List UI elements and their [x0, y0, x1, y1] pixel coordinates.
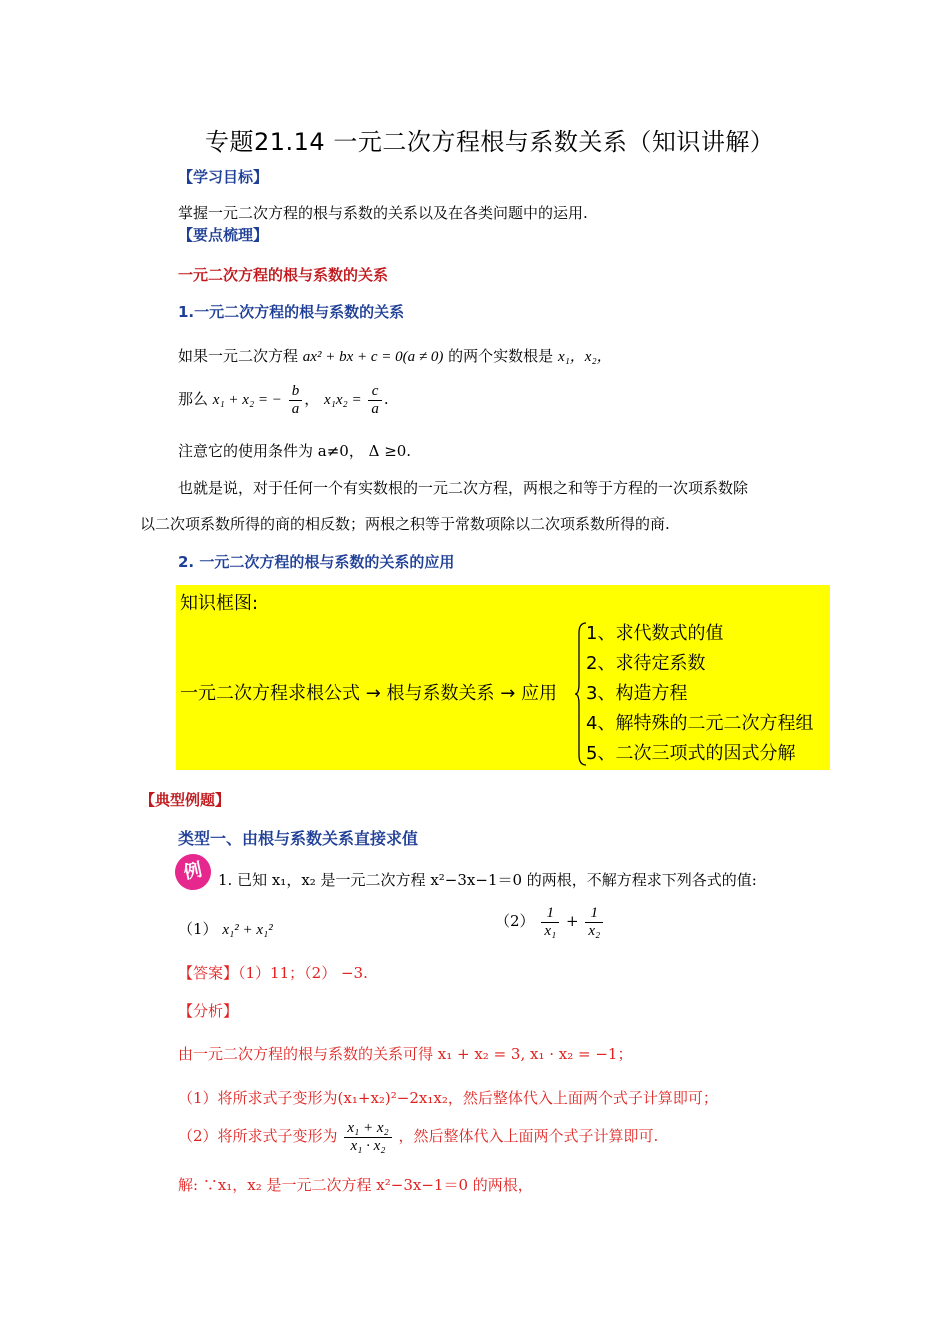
fraction-2-numerator: 1	[585, 905, 603, 923]
subsection-2-label: 2. 一元二次方程的根与系数的关系的应用	[178, 553, 455, 571]
product-fraction	[368, 383, 382, 417]
example-1-question: 1. 已知 x₁，x₂ 是一元二次方程 x²−3x−1＝0 的两根，不解方程求下列各式的值:	[218, 871, 757, 889]
analysis-line-3-prefix: （2）将所求式子变形为	[178, 1127, 338, 1145]
example-badge-icon: 例	[172, 851, 215, 894]
analysis-line-1: 由一元二次方程的根与系数的关系可得 x₁ + x₂ = 3, x₁ · x₂ = −1；	[178, 1045, 633, 1063]
knowledge-framework-box	[176, 585, 830, 770]
relation-line-1-prefix: 如果一元二次方程	[178, 347, 299, 365]
framework-chain: 一元二次方程求根公式 → 根与系数关系 → 应用	[180, 683, 558, 704]
framework-item-3: 3、构造方程	[586, 683, 688, 704]
page-title: 专题21.14 一元二次方程根与系数关系（知识讲解）	[205, 128, 775, 156]
relation-line-1-mid: 的两个实数根是	[448, 347, 554, 365]
sum-numerator: b	[289, 383, 303, 401]
subsection-1-label: 1.一元二次方程的根与系数的关系	[178, 303, 405, 321]
fraction-1-numerator: 1	[541, 905, 559, 923]
framework-item-4: 4、解特殊的二元二次方程组	[586, 713, 814, 734]
framework-header: 知识框图:	[180, 593, 259, 614]
key-points-label: 【要点梳理】	[178, 226, 269, 244]
relation-line-1	[178, 345, 612, 366]
vieta-prefix: 那么	[178, 390, 209, 408]
analysis-fraction-numerator: x₁ + x₂	[344, 1120, 391, 1138]
analysis-line-3-suffix: ，然后整体代入上面两个式子计算即可.	[398, 1127, 659, 1145]
sum-denominator: a	[291, 400, 300, 417]
fraction-1-denominator: x₁	[544, 922, 557, 939]
product-lhs: x₁x₂ =	[323, 392, 362, 408]
learning-goal-text: 掌握一元二次方程的根与系数的关系以及在各类问题中的运用.	[178, 204, 588, 222]
analysis-line-3	[178, 1120, 658, 1154]
analysis-line-2: （1）将所求式子变形为(x₁+x₂)²−2x₁x₂，然后整体代入上面两个式子计算即可；	[178, 1089, 718, 1107]
answer-text: （1）11；（2） −3.	[238, 964, 368, 982]
answer-label: 【答案】	[178, 964, 239, 982]
answer-line	[178, 962, 368, 983]
general-equation: ax² + bx + c = 0(a ≠ 0)	[302, 349, 444, 365]
solution-line-1: 解: ∵x₁，x₂ 是一元二次方程 x²−3x−1＝0 的两根，	[178, 1176, 533, 1194]
framework-item-1: 1、求代数式的值	[586, 623, 724, 644]
part-2-plus: +	[565, 912, 579, 930]
product-denominator: a	[371, 400, 379, 417]
vieta-formulas: 那么 x₁ + x₂ = − $\frac{b}{a}$ ， x₁x₂ = $\frac{c}{a}$ .	[178, 383, 389, 417]
analysis-label: 【分析】	[178, 1002, 239, 1020]
part-1-label: （1）	[178, 920, 218, 938]
key-points-heading: 一元二次方程的根与系数的关系	[178, 266, 389, 284]
explanation-line-2: 以二次项系数所得的商的相反数；两根之积等于常数项除以二次项系数所得的商.	[140, 515, 670, 533]
framework-item-2: 2、求待定系数	[586, 653, 706, 674]
example-1-part-1	[178, 918, 273, 939]
framework-item-5: 5、二次三项式的因式分解	[586, 743, 796, 764]
analysis-fraction	[344, 1120, 391, 1154]
roots-x1-x2: x₁，x₂，	[557, 349, 612, 365]
analysis-fraction-denominator: x₁ · x₂	[350, 1137, 386, 1154]
usage-condition: 注意它的使用条件为 a≠0， Δ ≥0.	[178, 442, 412, 460]
sum-lhs: x₁ + x₂ = −	[212, 392, 282, 408]
part-2-label: （2）	[495, 912, 535, 930]
example-type-1: 类型一、由根与系数关系直接求值	[178, 829, 419, 848]
product-numerator: c	[368, 383, 382, 401]
part-2-fraction-2	[585, 905, 603, 939]
explanation-line-1: 也就是说，对于任何一个有实数根的一元二次方程，两根之和等于方程的一次项系数除	[178, 479, 749, 497]
sum-fraction	[289, 383, 303, 417]
part-1-expression: x₁² + x₁²	[222, 922, 273, 938]
examples-label: 【典型例题】	[140, 791, 231, 809]
part-2-fraction-1	[541, 905, 559, 939]
fraction-2-denominator: x₂	[588, 922, 601, 939]
example-1-part-2	[495, 905, 605, 939]
learning-goal-label: 【学习目标】	[178, 168, 269, 186]
